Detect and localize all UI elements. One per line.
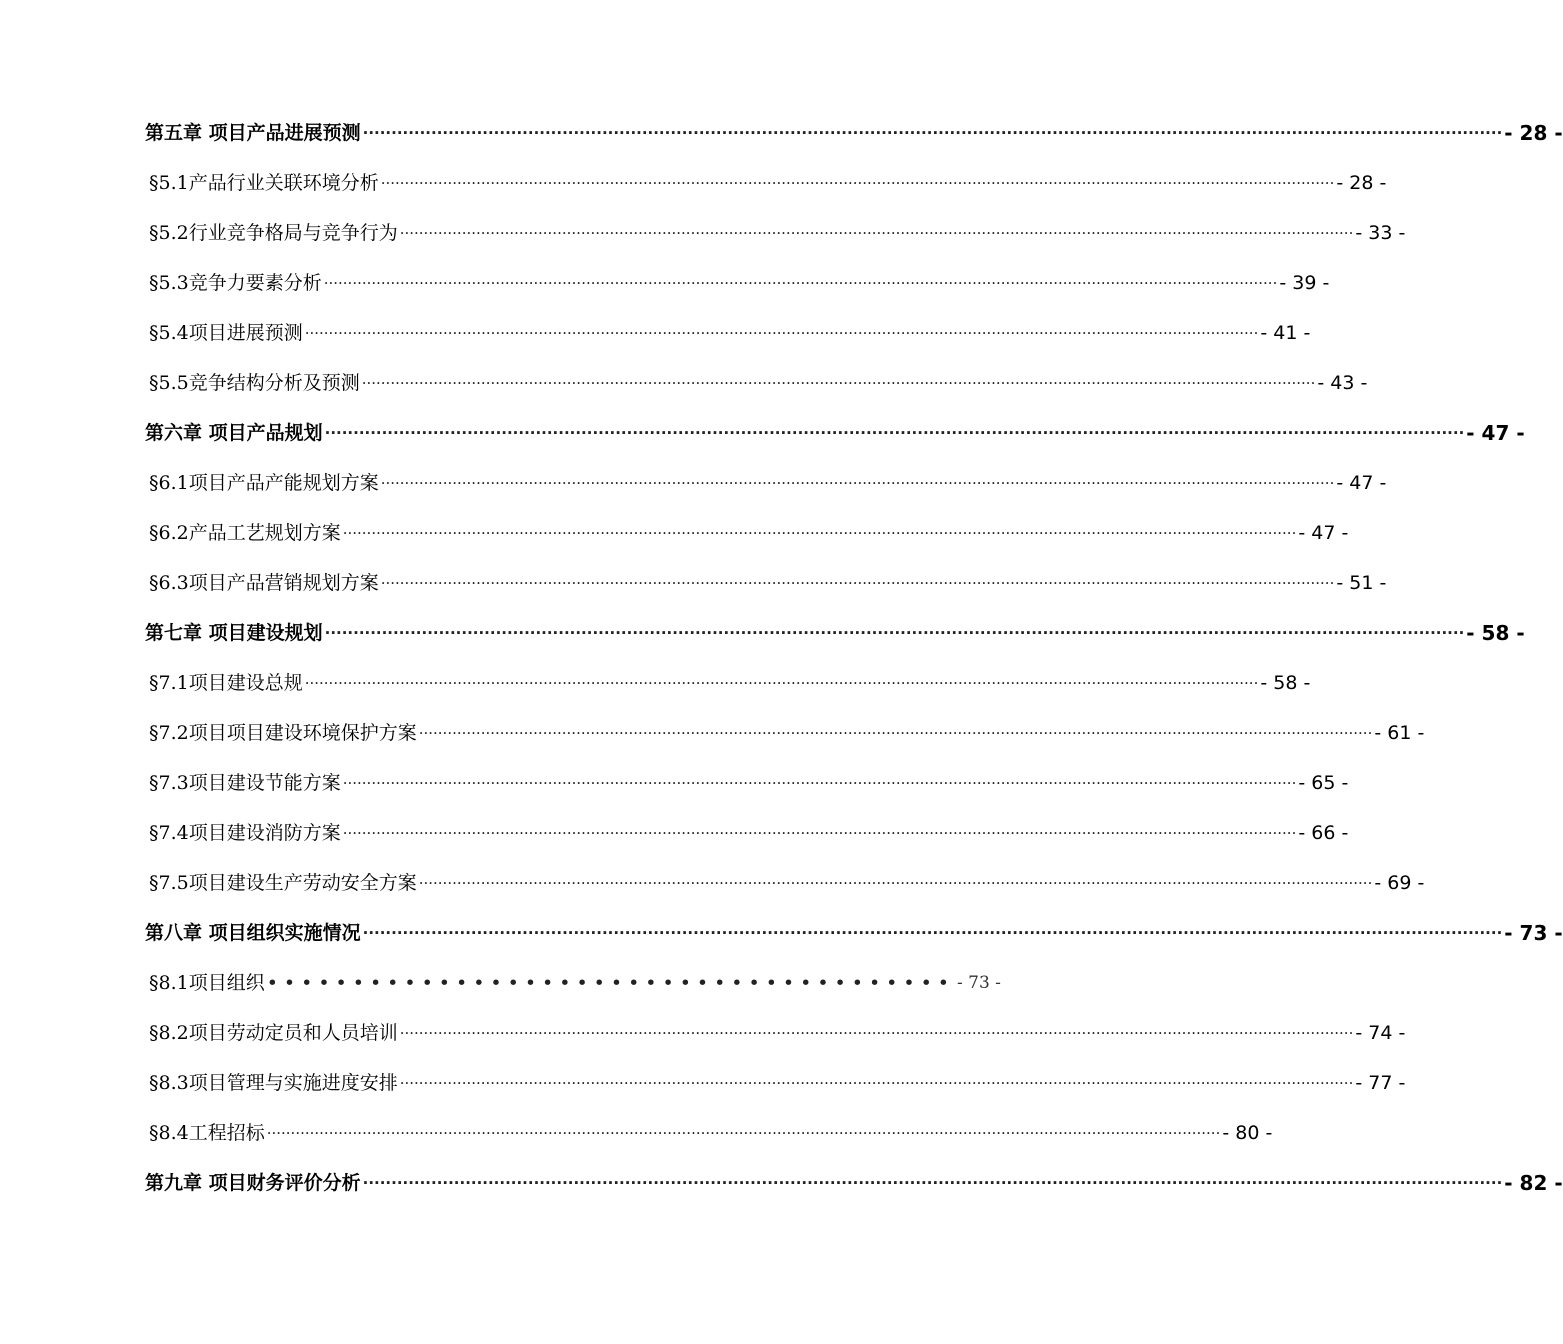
toc-entry-page-number: - 43 - (1317, 372, 1368, 394)
toc-entry-page-number: - 51 - (1336, 572, 1387, 594)
toc-dot-leader: ········································································································································································································ (380, 174, 1335, 192)
toc-entry-title: §5.4项目进展预测 (149, 322, 303, 344)
toc-entry-title: §6.1项目产品产能规划方案 (149, 472, 379, 494)
toc-entry-title: 第七章 项目建设规划 (145, 622, 323, 644)
toc-entry-title: §5.1产品行业关联环境分析 (149, 172, 379, 194)
toc-entry-page-number: - 65 - (1298, 772, 1349, 794)
toc-entry-page-number: - 47 - (1298, 522, 1349, 544)
toc-entry-page-number: - 58 - (1466, 621, 1525, 645)
toc-entry[interactable] (145, 206, 1406, 256)
toc-entry[interactable] (145, 1106, 1273, 1156)
toc-dot-leader: ········································································································································································································ (324, 424, 1465, 442)
toc-dot-leader: ········································································································································································································ (324, 624, 1465, 642)
toc-dot-leader: ········································································································································································································ (399, 1074, 1354, 1092)
toc-entry-page-number: - 58 - (1260, 672, 1311, 694)
toc-entry[interactable] (145, 1156, 1563, 1206)
toc-entry[interactable] (145, 506, 1349, 556)
toc-dot-leader: ········································································································································································································ (361, 374, 1316, 392)
toc-entry-title: §6.3项目产品营销规划方案 (149, 572, 379, 594)
toc-entry[interactable] (145, 706, 1425, 756)
toc-dot-leader: ········································································································································································································ (304, 674, 1259, 692)
toc-entry[interactable] (145, 756, 1349, 806)
toc-entry-title: §5.2行业竞争格局与竞争行为 (149, 222, 398, 244)
toc-entry-title: §8.3项目管理与实施进度安排 (149, 1072, 398, 1094)
toc-entry[interactable] (145, 256, 1330, 306)
toc-entry-page-number: - 69 - (1374, 872, 1425, 894)
toc-entry[interactable] (145, 656, 1311, 706)
toc-dot-leader: ········································································································································································································ (304, 324, 1259, 342)
toc-entry-page-number: - 66 - (1298, 822, 1349, 844)
toc-entry[interactable] (145, 956, 1001, 1006)
toc-entry-title: §5.3竞争力要素分析 (149, 272, 322, 294)
toc-entry-page-number: - 73 - (1504, 921, 1563, 945)
toc-dot-leader: ········································································································································································································ (380, 474, 1335, 492)
toc-dot-leader: ········································································································································································································ (362, 924, 1503, 942)
toc-dot-leader: ········································································································································································································ (342, 824, 1297, 842)
toc-dot-leader: ········································································································································································································ (323, 274, 1278, 292)
toc-entry-title: §8.4工程招标 (149, 1122, 265, 1144)
toc-entry[interactable] (145, 306, 1311, 356)
toc-entry-page-number: - 82 - (1504, 1171, 1563, 1195)
toc-entry-title: §7.3项目建设节能方案 (149, 772, 341, 794)
toc-dot-leader: ········································································································································································································ (418, 874, 1373, 892)
toc-dot-leader: ········································································································································································································ (399, 1024, 1354, 1042)
toc-entry[interactable] (145, 456, 1387, 506)
toc-entry-page-number: - 73 - (957, 973, 1001, 993)
toc-entry-title: 第五章 项目产品进展预测 (145, 122, 361, 144)
toc-entry-title: 第八章 项目组织实施情况 (145, 922, 361, 944)
toc-entry[interactable] (145, 606, 1525, 656)
toc-dot-leader: ········································································································································································································ (418, 724, 1373, 742)
toc-entry[interactable] (145, 1056, 1406, 1106)
toc-entry-page-number: - 47 - (1336, 472, 1387, 494)
toc-entry-page-number: - 77 - (1355, 1072, 1406, 1094)
toc-entry-page-number: - 41 - (1260, 322, 1311, 344)
toc-entry-title: §8.2项目劳动定员和人员培训 (149, 1022, 398, 1044)
toc-entry[interactable] (145, 906, 1563, 956)
toc-entry[interactable] (145, 156, 1387, 206)
toc-dot-leader: ········································································································································································································ (342, 774, 1297, 792)
toc-entry[interactable] (145, 856, 1425, 906)
toc-entry-title: 第九章 项目财务评价分析 (145, 1172, 361, 1194)
toc-entry-title: §8.1项目组织 (149, 972, 265, 994)
toc-dot-leader: ········································································································································································································ (362, 124, 1503, 142)
toc-entry-title: 第六章 项目产品规划 (145, 422, 323, 444)
toc-entry[interactable] (145, 556, 1387, 606)
toc-entry-title: §6.2产品工艺规划方案 (149, 522, 341, 544)
toc-entry-page-number: - 47 - (1466, 421, 1525, 445)
toc-entry-title: §7.1项目建设总规 (149, 672, 303, 694)
toc-dot-leader: •••••••••••••••••••••••••••••••••••••••• (266, 972, 955, 994)
toc-entry-page-number: - 39 - (1279, 272, 1330, 294)
toc-entry-page-number: - 74 - (1355, 1022, 1406, 1044)
toc-dot-leader: ········································································································································································································ (362, 1174, 1503, 1192)
toc-entry-title: §5.5竞争结构分析及预测 (149, 372, 360, 394)
toc-entry-page-number: - 28 - (1504, 121, 1563, 145)
toc-entry[interactable] (145, 356, 1368, 406)
toc-dot-leader: ········································································································································································································ (266, 1124, 1221, 1142)
toc-entry[interactable] (145, 406, 1525, 456)
toc-dot-leader: ········································································································································································································ (342, 524, 1297, 542)
toc-entry-page-number: - 33 - (1355, 222, 1406, 244)
toc-entry-title: §7.4项目建设消防方案 (149, 822, 341, 844)
toc-entry-page-number: - 61 - (1374, 722, 1425, 744)
toc-entry[interactable] (145, 806, 1349, 856)
table-of-contents (145, 106, 1563, 1206)
toc-entry[interactable] (145, 1006, 1406, 1056)
toc-dot-leader: ········································································································································································································ (399, 224, 1354, 242)
toc-entry[interactable] (145, 106, 1563, 156)
toc-entry-title: §7.5项目建设生产劳动安全方案 (149, 872, 417, 894)
toc-entry-page-number: - 80 - (1222, 1122, 1273, 1144)
toc-entry-title: §7.2项目项目建设环境保护方案 (149, 722, 417, 744)
toc-entry-page-number: - 28 - (1336, 172, 1387, 194)
toc-dot-leader: ········································································································································································································ (380, 574, 1335, 592)
